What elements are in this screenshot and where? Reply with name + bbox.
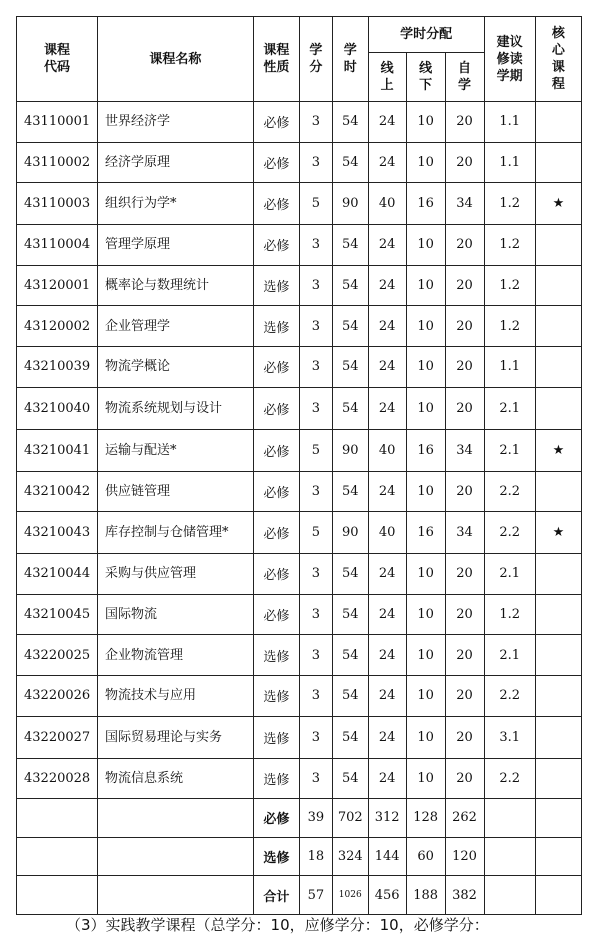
semester-cell: 1.1 (484, 142, 535, 183)
course-table (16, 16, 582, 915)
course-type-cell: 必修 (253, 471, 299, 512)
semester-cell: 2.1 (484, 387, 535, 429)
course-code-cell: 43210045 (17, 594, 98, 635)
offline-hours-cell: 10 (406, 387, 445, 429)
core-course-cell (535, 594, 581, 635)
course-code-cell: 43220027 (17, 716, 98, 758)
credit-cell: 5 (300, 512, 333, 554)
table-row (17, 346, 582, 387)
table-row (17, 512, 582, 554)
credit-cell: 3 (300, 225, 333, 266)
header-hours-distribution: 学时分配 (368, 17, 484, 53)
header-course-type: 课程性质 (253, 17, 299, 102)
online-hours-cell: 24 (368, 758, 406, 799)
course-code-cell: 43210039 (17, 346, 98, 387)
course-name-cell: 经济学原理 (98, 142, 254, 183)
self-study-hours-cell: 20 (445, 758, 484, 799)
semester-cell: 2.1 (484, 429, 535, 471)
self-study-hours-cell: 20 (445, 594, 484, 635)
table-row (17, 102, 582, 143)
summary-self-cell: 120 (445, 837, 484, 876)
core-course-cell (535, 387, 581, 429)
offline-hours-cell: 10 (406, 716, 445, 758)
course-code-cell: 43220026 (17, 675, 98, 716)
summary-label: 必修 (253, 799, 299, 838)
summary-online-cell: 144 (368, 837, 406, 876)
online-hours-cell: 24 (368, 102, 406, 143)
core-course-cell (535, 554, 581, 595)
semester-cell: 2.2 (484, 758, 535, 799)
table-row (17, 554, 582, 595)
semester-cell: 2.1 (484, 554, 535, 595)
summary-rows (17, 799, 582, 915)
self-study-hours-cell: 20 (445, 554, 484, 595)
header-course-name: 课程名称 (98, 17, 254, 102)
course-type-cell: 必修 (253, 102, 299, 143)
semester-cell: 1.2 (484, 265, 535, 306)
core-course-cell (535, 471, 581, 512)
header-hours: 学时 (332, 17, 368, 102)
header-course-code: 课程代码 (17, 17, 98, 102)
self-study-hours-cell: 20 (445, 306, 484, 347)
course-name-cell: 采购与供应管理 (98, 554, 254, 595)
table-row (17, 594, 582, 635)
semester-cell: 2.2 (484, 471, 535, 512)
core-course-cell (535, 346, 581, 387)
header-suggested-semester: 建议修读学期 (484, 17, 535, 102)
course-name-cell: 供应链管理 (98, 471, 254, 512)
offline-hours-cell: 10 (406, 265, 445, 306)
course-name-cell: 企业管理学 (98, 306, 254, 347)
online-hours-cell: 24 (368, 675, 406, 716)
empty-cell (17, 876, 98, 915)
self-study-hours-cell: 20 (445, 346, 484, 387)
core-course-cell (535, 142, 581, 183)
table-row (17, 306, 582, 347)
credit-cell: 3 (300, 102, 333, 143)
hours-cell: 54 (332, 675, 368, 716)
empty-cell (484, 837, 535, 876)
hours-cell: 54 (332, 225, 368, 266)
self-study-hours-cell: 20 (445, 102, 484, 143)
hours-cell: 54 (332, 635, 368, 676)
table-row (17, 225, 582, 266)
course-name-cell: 企业物流管理 (98, 635, 254, 676)
course-name-cell: 运输与配送* (98, 429, 254, 471)
course-code-cell: 43110002 (17, 142, 98, 183)
header-credit: 学分 (300, 17, 333, 102)
online-hours-cell: 24 (368, 554, 406, 595)
self-study-hours-cell: 20 (445, 675, 484, 716)
offline-hours-cell: 10 (406, 225, 445, 266)
online-hours-cell: 24 (368, 635, 406, 676)
self-study-hours-cell: 20 (445, 387, 484, 429)
semester-cell: 1.2 (484, 183, 535, 225)
credit-cell: 5 (300, 183, 333, 225)
credit-cell: 3 (300, 594, 333, 635)
offline-hours-cell: 10 (406, 594, 445, 635)
online-hours-cell: 24 (368, 225, 406, 266)
hours-cell: 54 (332, 142, 368, 183)
self-study-hours-cell: 34 (445, 512, 484, 554)
course-code-cell: 43120001 (17, 265, 98, 306)
core-course-cell (535, 716, 581, 758)
empty-cell (535, 837, 581, 876)
summary-credit-cell: 39 (300, 799, 333, 838)
course-name-cell: 管理学原理 (98, 225, 254, 266)
offline-hours-cell: 10 (406, 306, 445, 347)
course-type-cell: 选修 (253, 716, 299, 758)
course-type-cell: 必修 (253, 183, 299, 225)
semester-cell: 2.1 (484, 635, 535, 676)
self-study-hours-cell: 20 (445, 716, 484, 758)
course-name-cell: 物流技术与应用 (98, 675, 254, 716)
hours-cell: 54 (332, 716, 368, 758)
summary-offline-cell: 60 (406, 837, 445, 876)
table-row (17, 758, 582, 799)
summary-offline-cell: 128 (406, 799, 445, 838)
credit-cell: 3 (300, 758, 333, 799)
credit-cell: 3 (300, 554, 333, 595)
credit-cell: 3 (300, 716, 333, 758)
empty-cell (535, 876, 581, 915)
course-code-cell: 43110001 (17, 102, 98, 143)
online-hours-cell: 40 (368, 512, 406, 554)
core-course-cell (535, 265, 581, 306)
offline-hours-cell: 10 (406, 554, 445, 595)
course-code-cell: 43110003 (17, 183, 98, 225)
semester-cell: 3.1 (484, 716, 535, 758)
core-course-cell: ★ (535, 512, 581, 554)
course-type-cell: 必修 (253, 346, 299, 387)
summary-row (17, 837, 582, 876)
offline-hours-cell: 10 (406, 142, 445, 183)
header-offline: 线下 (406, 53, 445, 102)
table-row (17, 471, 582, 512)
offline-hours-cell: 10 (406, 635, 445, 676)
course-code-cell: 43120002 (17, 306, 98, 347)
core-course-cell: ★ (535, 183, 581, 225)
course-type-cell: 必修 (253, 387, 299, 429)
semester-cell: 1.2 (484, 306, 535, 347)
online-hours-cell: 24 (368, 306, 406, 347)
hours-cell: 54 (332, 306, 368, 347)
online-hours-cell: 24 (368, 471, 406, 512)
core-course-cell (535, 758, 581, 799)
offline-hours-cell: 10 (406, 471, 445, 512)
hours-cell: 90 (332, 512, 368, 554)
table-row (17, 387, 582, 429)
core-course-cell (535, 675, 581, 716)
course-type-cell: 必修 (253, 429, 299, 471)
credit-cell: 3 (300, 675, 333, 716)
offline-hours-cell: 10 (406, 346, 445, 387)
hours-cell: 54 (332, 758, 368, 799)
core-course-cell: ★ (535, 429, 581, 471)
summary-label: 选修 (253, 837, 299, 876)
summary-row (17, 876, 582, 915)
course-name-cell: 国际贸易理论与实务 (98, 716, 254, 758)
summary-row (17, 799, 582, 838)
table-row (17, 635, 582, 676)
header-self-study: 自学 (445, 53, 484, 102)
empty-cell (535, 799, 581, 838)
credit-cell: 3 (300, 306, 333, 347)
hours-cell: 54 (332, 387, 368, 429)
empty-cell (17, 837, 98, 876)
offline-hours-cell: 10 (406, 675, 445, 716)
course-code-cell: 43210044 (17, 554, 98, 595)
online-hours-cell: 24 (368, 594, 406, 635)
header-core-course: 核心课程 (535, 17, 581, 102)
summary-credit-cell: 57 (300, 876, 333, 915)
core-course-cell (535, 306, 581, 347)
credit-cell: 3 (300, 346, 333, 387)
semester-cell: 1.1 (484, 102, 535, 143)
course-code-cell: 43220028 (17, 758, 98, 799)
self-study-hours-cell: 34 (445, 429, 484, 471)
course-name-cell: 物流系统规划与设计 (98, 387, 254, 429)
credit-cell: 3 (300, 265, 333, 306)
online-hours-cell: 40 (368, 183, 406, 225)
course-rows (17, 102, 582, 799)
hours-cell: 54 (332, 265, 368, 306)
practice-course-heading: （3）实践教学课程（总学分：10，应修学分：10，必修学分： (66, 916, 489, 934)
semester-cell: 1.1 (484, 346, 535, 387)
course-type-cell: 选修 (253, 758, 299, 799)
semester-cell: 2.2 (484, 512, 535, 554)
credit-cell: 3 (300, 387, 333, 429)
core-course-cell (535, 635, 581, 676)
table-row (17, 183, 582, 225)
summary-hours-cell: 1026 (332, 876, 368, 915)
course-code-cell: 43220025 (17, 635, 98, 676)
offline-hours-cell: 10 (406, 102, 445, 143)
course-type-cell: 必修 (253, 554, 299, 595)
online-hours-cell: 24 (368, 142, 406, 183)
table-row (17, 429, 582, 471)
empty-cell (484, 799, 535, 838)
credit-cell: 5 (300, 429, 333, 471)
empty-cell (484, 876, 535, 915)
course-type-cell: 必修 (253, 142, 299, 183)
course-name-cell: 概率论与数理统计 (98, 265, 254, 306)
hours-cell: 90 (332, 183, 368, 225)
online-hours-cell: 24 (368, 716, 406, 758)
table-row (17, 716, 582, 758)
core-course-cell (535, 225, 581, 266)
course-code-cell: 43210041 (17, 429, 98, 471)
self-study-hours-cell: 20 (445, 635, 484, 676)
summary-credit-cell: 18 (300, 837, 333, 876)
self-study-hours-cell: 20 (445, 225, 484, 266)
course-code-cell: 43210040 (17, 387, 98, 429)
course-type-cell: 选修 (253, 265, 299, 306)
empty-cell (98, 876, 254, 915)
self-study-hours-cell: 20 (445, 471, 484, 512)
online-hours-cell: 24 (368, 387, 406, 429)
online-hours-cell: 40 (368, 429, 406, 471)
semester-cell: 1.2 (484, 225, 535, 266)
self-study-hours-cell: 20 (445, 265, 484, 306)
course-name-cell: 世界经济学 (98, 102, 254, 143)
core-course-cell (535, 102, 581, 143)
course-type-cell: 选修 (253, 635, 299, 676)
summary-online-cell: 312 (368, 799, 406, 838)
credit-cell: 3 (300, 471, 333, 512)
course-name-cell: 国际物流 (98, 594, 254, 635)
course-code-cell: 43210042 (17, 471, 98, 512)
self-study-hours-cell: 20 (445, 142, 484, 183)
course-name-cell: 库存控制与仓储管理* (98, 512, 254, 554)
online-hours-cell: 24 (368, 346, 406, 387)
credit-cell: 3 (300, 142, 333, 183)
empty-cell (17, 799, 98, 838)
offline-hours-cell: 16 (406, 183, 445, 225)
hours-cell: 54 (332, 554, 368, 595)
summary-hours-cell: 324 (332, 837, 368, 876)
course-code-cell: 43210043 (17, 512, 98, 554)
summary-online-cell: 456 (368, 876, 406, 915)
table-row (17, 142, 582, 183)
semester-cell: 1.2 (484, 594, 535, 635)
summary-offline-cell: 188 (406, 876, 445, 915)
summary-self-cell: 262 (445, 799, 484, 838)
summary-label: 合计 (253, 876, 299, 915)
empty-cell (98, 799, 254, 838)
hours-cell: 54 (332, 471, 368, 512)
course-type-cell: 选修 (253, 306, 299, 347)
hours-cell: 54 (332, 102, 368, 143)
offline-hours-cell: 16 (406, 512, 445, 554)
offline-hours-cell: 10 (406, 758, 445, 799)
offline-hours-cell: 16 (406, 429, 445, 471)
empty-cell (98, 837, 254, 876)
hours-cell: 90 (332, 429, 368, 471)
table-row (17, 675, 582, 716)
course-type-cell: 必修 (253, 225, 299, 266)
table-row (17, 265, 582, 306)
course-name-cell: 组织行为学* (98, 183, 254, 225)
online-hours-cell: 24 (368, 265, 406, 306)
summary-hours-cell: 702 (332, 799, 368, 838)
course-code-cell: 43110004 (17, 225, 98, 266)
course-type-cell: 必修 (253, 594, 299, 635)
self-study-hours-cell: 34 (445, 183, 484, 225)
summary-self-cell: 382 (445, 876, 484, 915)
course-name-cell: 物流学概论 (98, 346, 254, 387)
course-name-cell: 物流信息系统 (98, 758, 254, 799)
course-type-cell: 选修 (253, 675, 299, 716)
credit-cell: 3 (300, 635, 333, 676)
semester-cell: 2.2 (484, 675, 535, 716)
course-type-cell: 必修 (253, 512, 299, 554)
hours-cell: 54 (332, 594, 368, 635)
header-online: 线上 (368, 53, 406, 102)
hours-cell: 54 (332, 346, 368, 387)
